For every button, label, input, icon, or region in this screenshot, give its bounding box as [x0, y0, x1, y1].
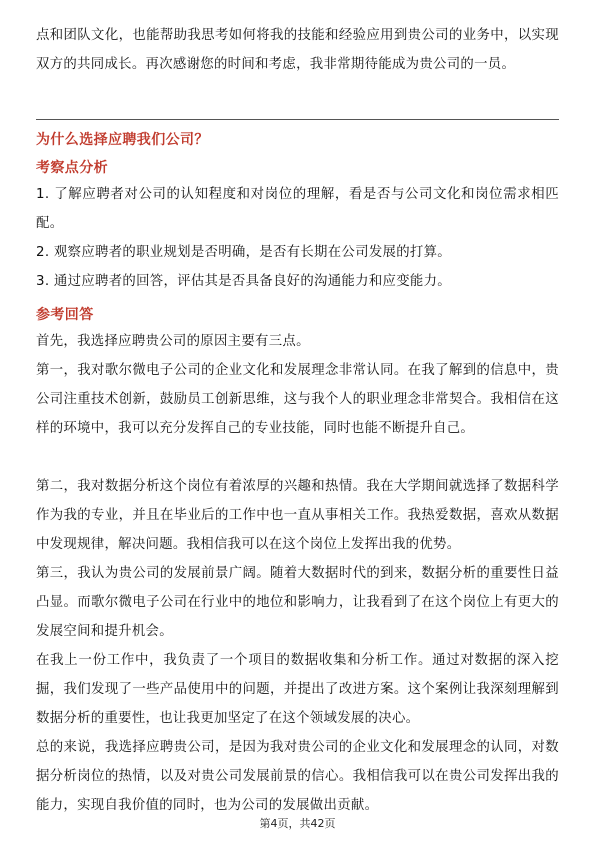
analysis-item-3: 3. 通过应聘者的回答，评估其是否具备良好的沟通能力和应变能力。 — [36, 274, 451, 289]
answer-heading: 参考回答 — [36, 307, 94, 323]
answer-paragraph-third: 第三，我认为贵公司的发展前景广阔。随着大数据时代的到来，数据分析的重要性日益凸显。而歌尔微电子公司在行业中的地位和影响力，让我看到了在这个岗位上有更大的发展空间和提升机会。 — [36, 566, 559, 639]
question-title: 为什么选择应聘我们公司？ — [36, 132, 209, 148]
answer-paragraph-example: 在我上一份工作中，我负责了一个项目的数据收集和分析工作。通过对数据的深入挖掘，我们发现了一些产品使用中的问题，并提出了改进方案。这个案例让我深刻理解到数据分析的重要性，也让我更加坚定了在这个领域发展的决心。 — [36, 653, 559, 726]
analysis-item-1: 1. 了解应聘者对公司的认知程度和对岗位的理解，看是否与公司文化和岗位需求相匹配。 — [36, 187, 559, 231]
answer-paragraph-summary: 总的来说，我选择应聘贵公司，是因为我对贵公司的企业文化和发展理念的认同，对数据分析岗位的热情，以及对贵公司发展前景的信心。我相信我可以在贵公司发挥出我的能力，实现自我价值的同时，也为公司的发展做出贡献。 — [36, 740, 559, 813]
section-divider — [36, 119, 559, 120]
answer-paragraph-second: 第二，我对数据分析这个岗位有着浓厚的兴趣和热情。我在大学期间就选择了数据科学作为我的专业，并且在毕业后的工作中也一直从事相关工作。我热爱数据，喜欢从数据中发现规律，解决问题。我相信我可以在这个岗位上发挥出我的优势。 — [36, 479, 559, 552]
intro-paragraph: 点和团队文化，也能帮助我思考如何将我的技能和经验应用到贵公司的业务中，以实现双方的共同成长。再次感谢您的时间和考虑，我非常期待能成为贵公司的一员。 — [36, 28, 559, 72]
analysis-heading: 考察点分析 — [36, 160, 108, 176]
analysis-item-2: 2. 观察应聘者的职业规划是否明确，是否有长期在公司发展的打算。 — [36, 245, 451, 260]
page-number-footer: 第4页，共42页 — [259, 817, 336, 830]
answer-paragraph-intro: 首先，我选择应聘贵公司的原因主要有三点。 — [36, 334, 310, 349]
answer-paragraph-first: 第一，我对歌尔微电子公司的企业文化和发展理念非常认同。在我了解到的信息中，贵公司注重技术创新，鼓励员工创新思维，这与我个人的职业理念非常契合。我相信在这样的环境中，我可以充分发挥自己的专业技能，同时也能不断提升自己。 — [36, 363, 559, 436]
